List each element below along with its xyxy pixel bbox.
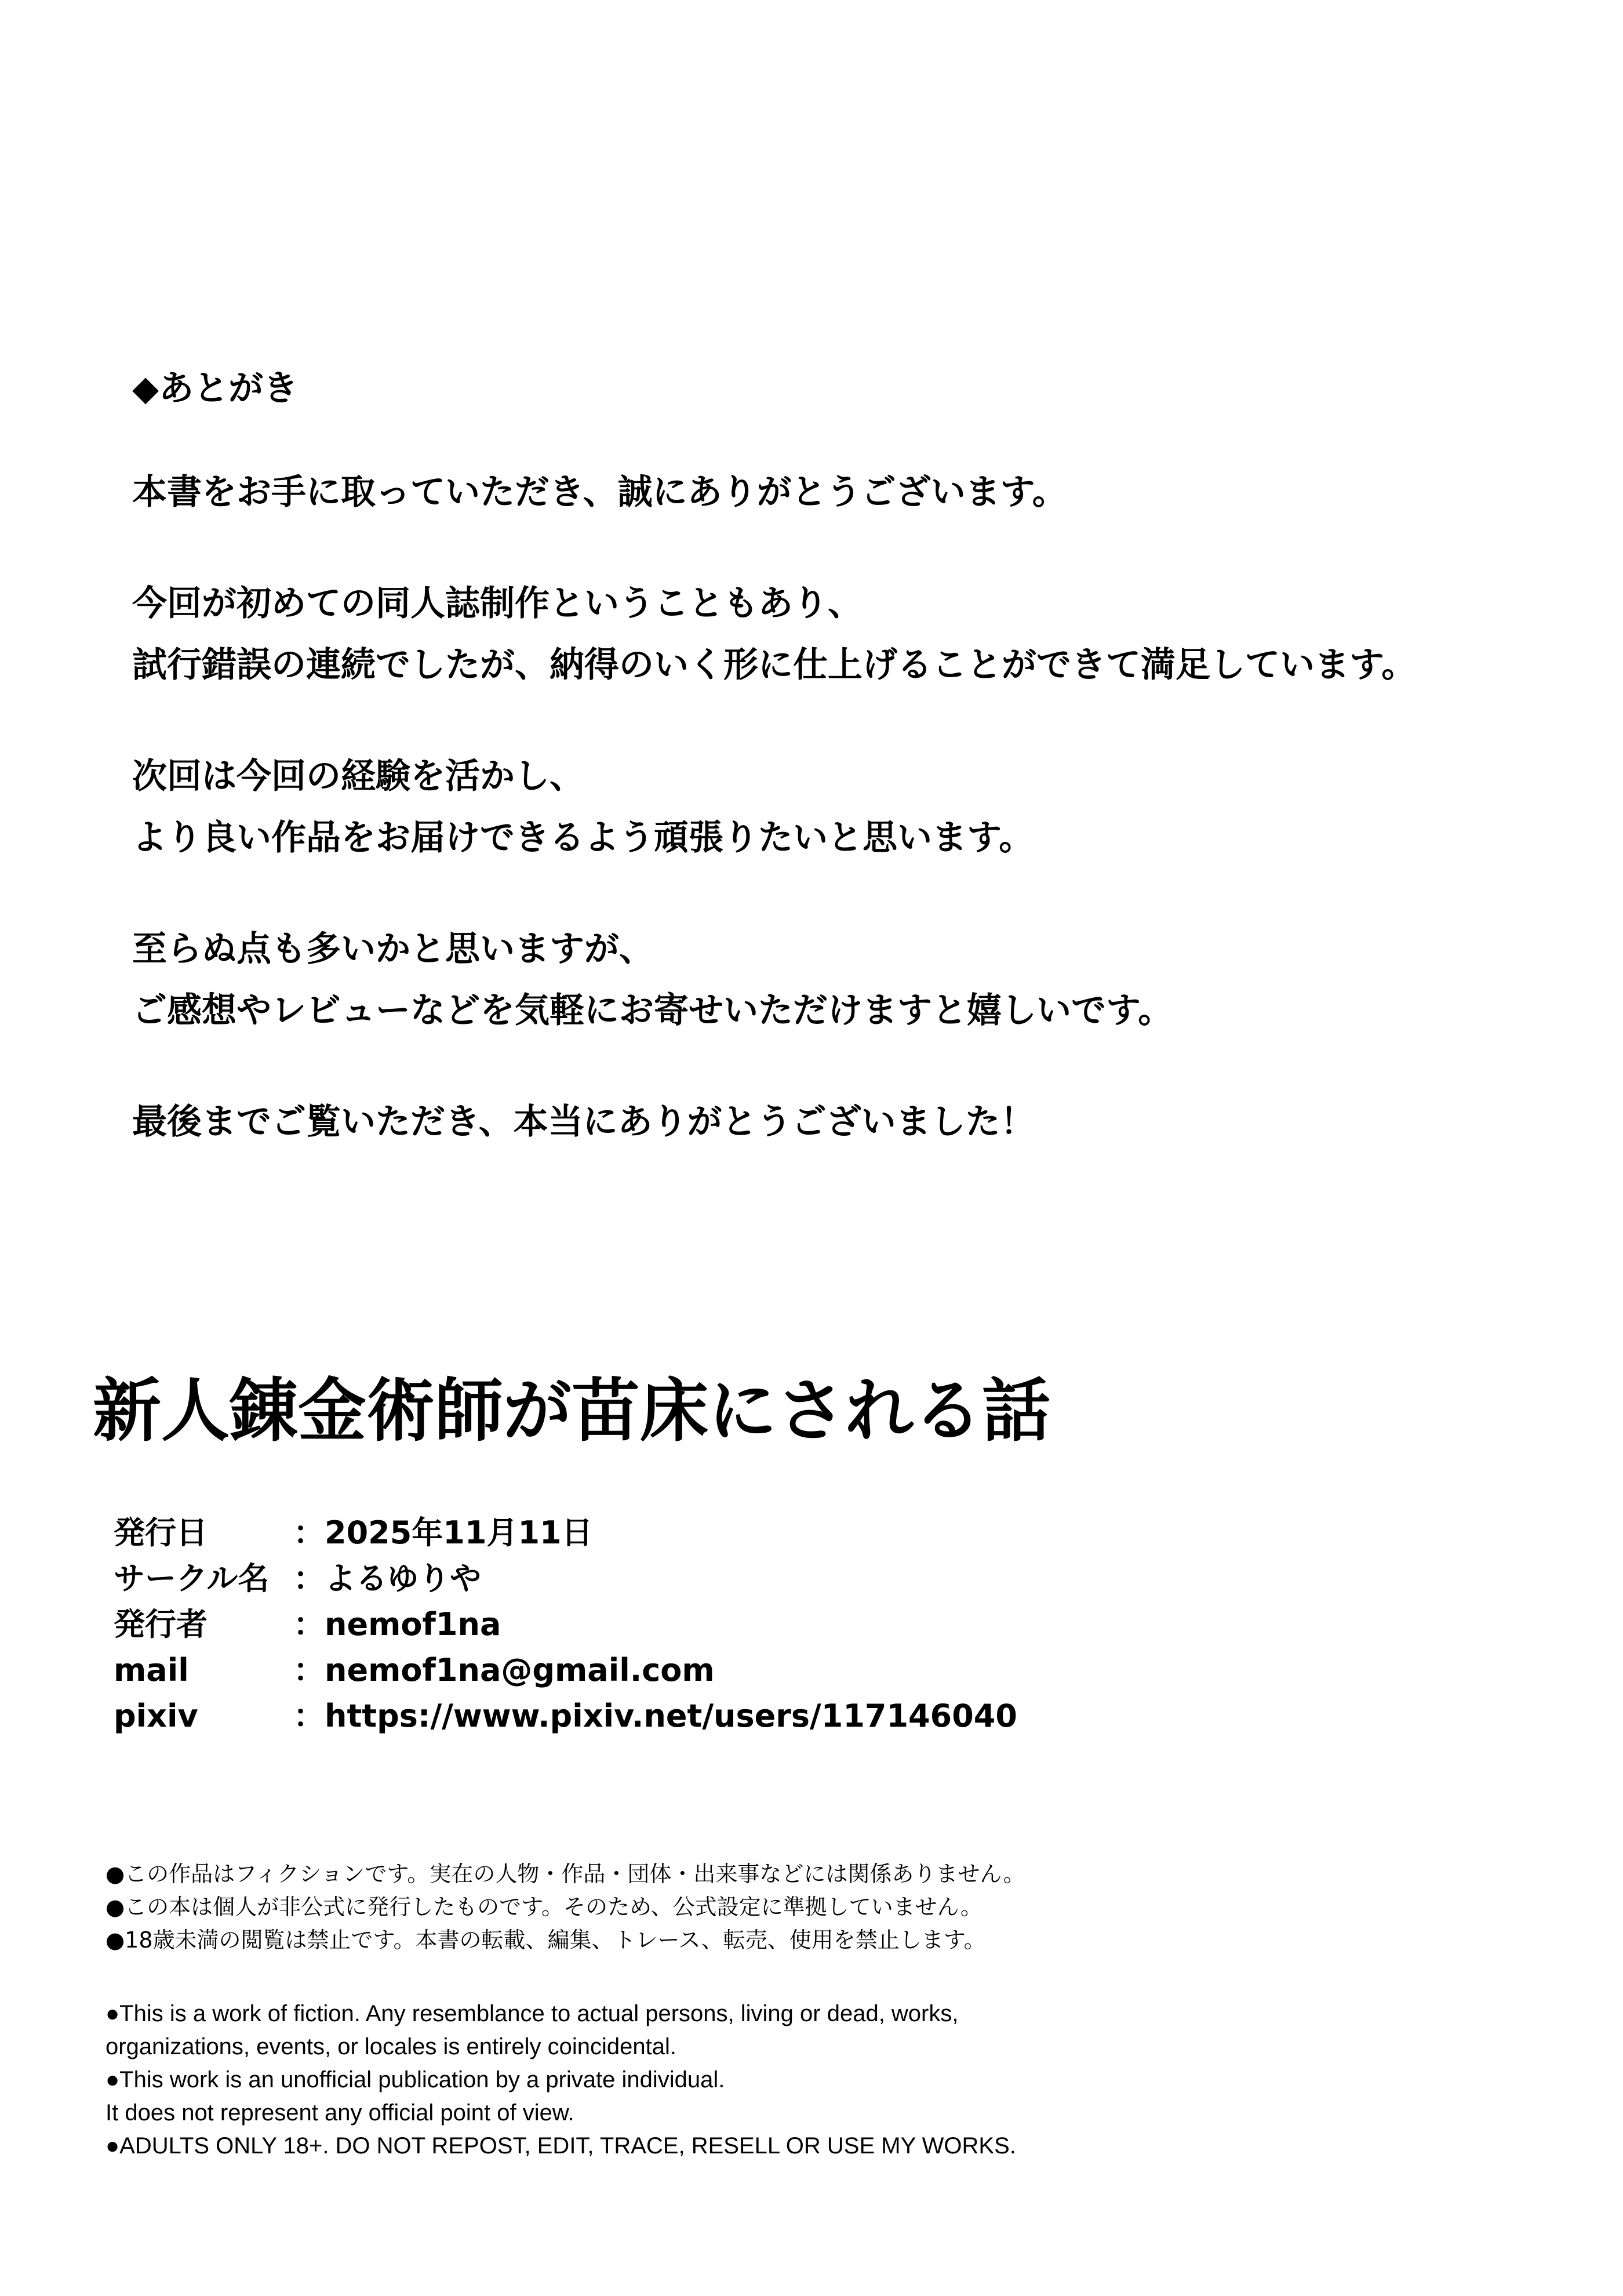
- afterword-line: 今回が初めての同人誌制作ということもあり、: [132, 583, 863, 624]
- notices-japanese: [105, 1858, 1555, 1957]
- notice-line: It does not represent any official point of view.: [105, 2100, 574, 2126]
- colophon-row-pixiv: [114, 1693, 1505, 1739]
- afterword-line: 本書をお手に取っていただき、誠にありがとうございます。: [132, 472, 1067, 513]
- afterword-heading: ◆あとがき: [132, 368, 299, 409]
- colophon-value: ：よるゆりや: [293, 1560, 481, 1597]
- colophon-label: サークル名: [114, 1560, 270, 1597]
- notice-line: ●この作品はフィクションです。実在の人物・作品・団体・出来事などには関係ありません。: [105, 1861, 1025, 1887]
- notice-line: ●ADULTS ONLY 18+. DO NOT REPOST, EDIT, TRACE, RESELL OR USE MY WORKS.: [105, 2133, 1016, 2159]
- afterword-paragraph: [132, 1091, 1593, 1153]
- colophon-value: ：nemof1na@gmail.com: [293, 1652, 715, 1688]
- afterword-paragraph: [132, 462, 1593, 523]
- notice-line: ●This is a work of fiction. Any resemblance to actual persons, living or dead, works,: [105, 2001, 959, 2026]
- afterword-paragraph: [132, 918, 1593, 1041]
- afterword-line: 次回は今回の経験を活かし、: [132, 756, 584, 797]
- afterword-line: より良い作品をお届けできるよう頑張りたいと思います。: [132, 818, 1034, 858]
- notice-line: organizations, events, or locales is entirely coincidental.: [105, 2034, 676, 2059]
- notices-section: [105, 1858, 1555, 2203]
- afterword-paragraph: [132, 573, 1593, 696]
- colophon-row-mail: [114, 1647, 1505, 1693]
- notice-line: ●18歳未満の閲覧は禁止です。本書の転載、編集、トレース、転売、使用を禁止します。: [105, 1927, 986, 1953]
- colophon-row-circle-name: [114, 1556, 1505, 1601]
- afterword-line: 至らぬ点も多いかと思いますが、: [132, 929, 654, 969]
- colophon-value: ：https://www.pixiv.net/users/117146040: [293, 1698, 1017, 1734]
- colophon-value: ：nemof1na: [293, 1606, 501, 1643]
- afterword-line: ご感想やレビューなどを気軽にお寄せいただけますと嬉しいです。: [132, 990, 1173, 1031]
- afterword-line: 最後までご覧いただき、本当にありがとうございました！: [132, 1102, 1035, 1142]
- colophon-label: pixiv: [114, 1698, 198, 1734]
- notice-line: ●This work is an unofficial publication by a private individual.: [105, 2067, 725, 2092]
- colophon-row-publish-date: [114, 1510, 1505, 1556]
- colophon-label: mail: [114, 1652, 189, 1688]
- book-title: 新人錬金術師が苗床にされる話: [93, 1371, 1051, 1451]
- colophon-label: 発行者: [114, 1606, 208, 1643]
- notice-line: ●この本は個人が非公式に発行したものです。そのため、公式設定に準拠していません。: [105, 1894, 982, 1920]
- colophon-label: 発行日: [114, 1514, 208, 1551]
- colophon-table: [114, 1510, 1505, 1739]
- afterword-paragraph: [132, 746, 1593, 869]
- colophon-value: ：2025年11月11日: [293, 1514, 593, 1551]
- colophon-row-publisher: [114, 1601, 1505, 1647]
- afterword-section: [132, 359, 1593, 1203]
- notices-english: [105, 1997, 1555, 2163]
- afterword-line: 試行錯誤の連続でしたが、納得のいく形に仕上げることができて満足しています。: [132, 645, 1417, 685]
